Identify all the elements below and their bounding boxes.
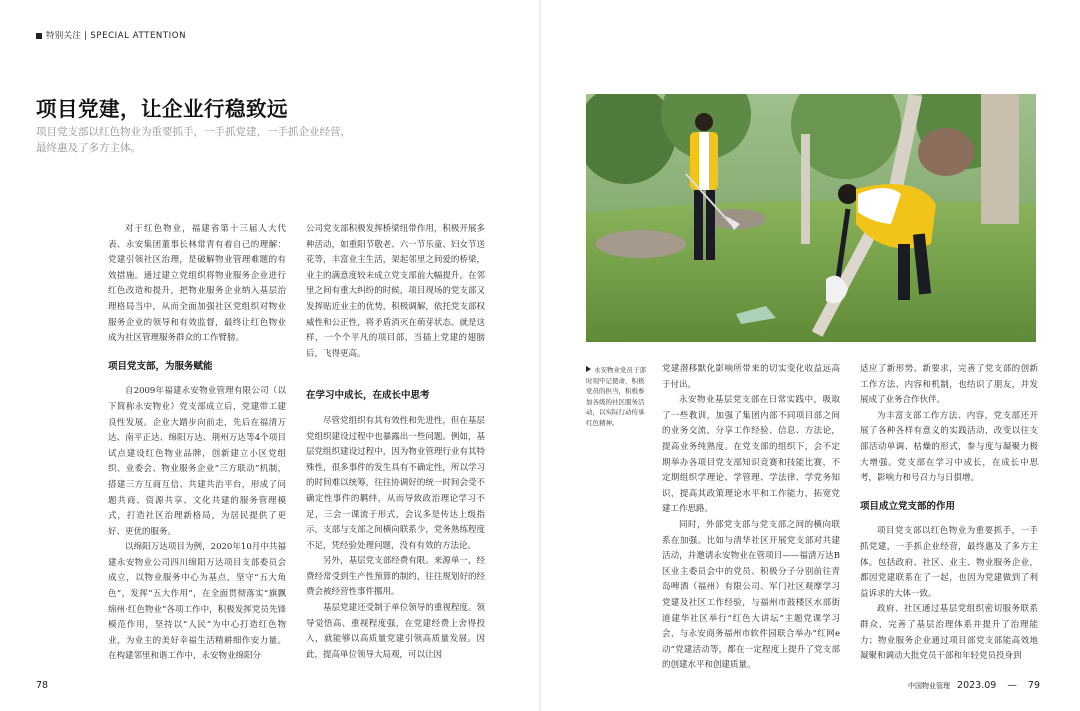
photo-caption — [586, 365, 648, 428]
text-column-4 — [860, 362, 1038, 665]
paragraph: 永安物业基层党支部在日常实践中，吸取了一些教训，加强了集团内部不同项目部之间的业务交流，分享工作经验、信息、方法论，提高业务纯熟度。在党支部的组织下，会不定期举办各项目党支部知识竞赛和技能比赛，不定期组织学理论、学管理、学法律、学党务知识，提高其政策理论水平和工作能力，拓宽党建工作思路。 — [662, 395, 840, 515]
paragraph: 自2009年福建永安物业管理有限公司（以下简称永安物业）党支部成立后，党建带工建良性发展。企业大踏步向前走，先后在福清万达、南平正达、绵阳万达、荆州万达等4个项目试点建设红色物业品牌，创新建立小区党组织、业委会、物业服务企业“三方联动”机制，搭建三方互商互信、共建共治平台，形成了问题共商、资源共享、文化共建的服务管理模式，打造社区治理新格局，为居民提供了更好、更优的服务。 — [108, 386, 286, 537]
caption-triangle-icon — [586, 366, 591, 372]
paragraph: 公司党支部积极发挥桥梁纽带作用，积极开展多种活动，如重阳节敬老、六一节乐童、妇女节送花等，丰富业主生活，架起邻里之间爱的桥梁，业主的满意度较未成立党支部前大幅提升。在邻里之间有重大纠纷的时候，项目现场的党支部又发挥贴近业主的优势，积极调解，依托党支部权威性和公正性，将矛盾消灭在萌芽状态。就是这样，一个个平凡的项目部，当插上党建的翅膀后，飞得更高。 — [306, 224, 485, 359]
magazine-name: 中国物业管理 — [908, 682, 951, 690]
paragraph: 对于红色物业，福建省第十三届人大代表、永安集团董事长林常青有着自己的理解：党建引领社区治理，是破解物业管理难题的有效措施。通过建立党组织将物业服务企业进行红色改造和提升，把物业服务企业纳入基层治理格局当中，从而全面加强社区党组织对物业服务企业的领导和有效监督，最终让红色物业成为社区管理服务群众的工作臂膀。 — [108, 224, 286, 344]
paragraph: 为丰富支部工作方法、内容，党支部还开展了各种各样有意义的实践活动，改变以往支部活动单调、枯燥的形式，参与度与凝聚力极大增强。党支部在学习中成长，在成长中思考，影响力和号召力与日俱增。 — [860, 410, 1038, 484]
caption-text: 永安物业党员干部时刻牢记使命，积极党员的担当，积极参加各级的社区服务活动，以实际行动传承红色精神。 — [586, 366, 646, 427]
paragraph: 政府、社区通过基层党组织密切服务联系群众，完善了基层治理体系并提升了治理能力；物业服务企业通过项目部党支部能高效地凝聚和调动大批党员干部和年轻党员投身到 — [860, 604, 1038, 662]
page-number-right: 79 — [1027, 680, 1040, 691]
section-heading: 在学习中成长，在成长中思考 — [306, 390, 430, 402]
page-number-left: 78 — [36, 680, 49, 691]
section-heading: 项目党支部，为服务赋能 — [108, 360, 213, 372]
text-column-3 — [662, 362, 840, 674]
paragraph: 基层党建还受制于单位领导的重视程度。领导觉悟高、重视程度强，在党建经费上舍得投入，就能够以高质量党建引领高质量发展。因此，提高单位领导大局观，可以让因 — [306, 603, 485, 660]
article-title: 项目党建，让企业行稳致远 — [36, 97, 288, 121]
section-tag-cn: 特别关注 — [46, 31, 82, 41]
paragraph: 尽管党组织有其有效性和先进性，但在基层党组织建设过程中也暴露出一些问题。例如，基层党组织建设过程中，因为物业管理行业有其特殊性，很多事件的发生具有不确定性，所以学习的时间难以统筹，往往协调好的统一时间会受不确定性事件的羁绊，从而导致政治理论学习不足，三会一课流于形式，会议多是传达上级指示，支部与支部之间横向联系少，党务熟练程度不足，凭经验处理问题，没有有效的方法论。 — [306, 415, 485, 551]
article-subtitle: 项目党支部以红色物业为重要抓手，一手抓党建，一手抓企业经营，最终惠及了多方主体。 — [36, 126, 351, 154]
section-tag: 特别关注 | SPECIAL ATTENTION — [36, 29, 186, 41]
paragraph: 另外，基层党支部经费有限。来源单一，经费经常受到生产性预算的制约，往往规划好的经费会被经营性事件挪用。 — [306, 556, 485, 598]
issue-date: 2023.09 — [957, 680, 997, 691]
paragraph: 适应了新形势、新要求，完善了党支部的创新工作方法、内容和机制，也结识了朋友，并发展成了业务合作伙伴。 — [860, 364, 1038, 406]
volunteers-photo — [586, 94, 1036, 342]
paragraph: 项目党支部以红色物业为重要抓手，一手抓党建，一手抓企业经营，最终惠及了多方主体。包括政府、社区、业主、物业服务企业，都因党建联系在了一起，也因为党建做到了利益诉求的大体一致。 — [860, 526, 1038, 599]
text-column-2 — [306, 222, 485, 663]
paragraph: 以绵阳万达项目为例，2020年10月中共福建永安物业公司四川绵阳万达项目支部委员会成立，以物业服务中心为基点，坚守“五大角色”，发挥“五大作用”，在全面贯彻落实“旗飘绵州·红色物业”各项工作中，积极发挥党员先锋模范作用，坚持以“人民”为中心打造红色物业，为业主的美好幸福生活精耕细作安力量。在构建邻里和谐工作中，永安物业绵阳分 — [108, 542, 286, 662]
square-bullet-icon — [36, 33, 42, 39]
paragraph: 同时，外部党支部与党支部之间的横向联系在加强。比如与清华社区开展党支部对共建活动，并邀请永安物业在管项目——福清万达B区业主委员会中的党员、积极分子分别前往青岛啤酒（福州）有限公司、军门社区观摩学习党建及社区工作经验，与福州市鼓楼区水部街道建华社区举行“红色大讲坛”主题党课学习会，与永安商务福州市软件园联合举办“红网e动”党建活动等，都在一定程度上提升了党支部的创建水平和创建质量。 — [662, 519, 840, 671]
text-column-1 — [108, 222, 286, 665]
section-heading: 项目成立党支部的作用 — [860, 500, 956, 512]
section-tag-en: SPECIAL ATTENTION — [90, 31, 187, 41]
paragraph: 党建潜移默化影响所带来的切实变化收益远高于付出。 — [662, 364, 840, 390]
footer-right: 中国物业管理 2023.09 — 79 — [908, 680, 1040, 691]
